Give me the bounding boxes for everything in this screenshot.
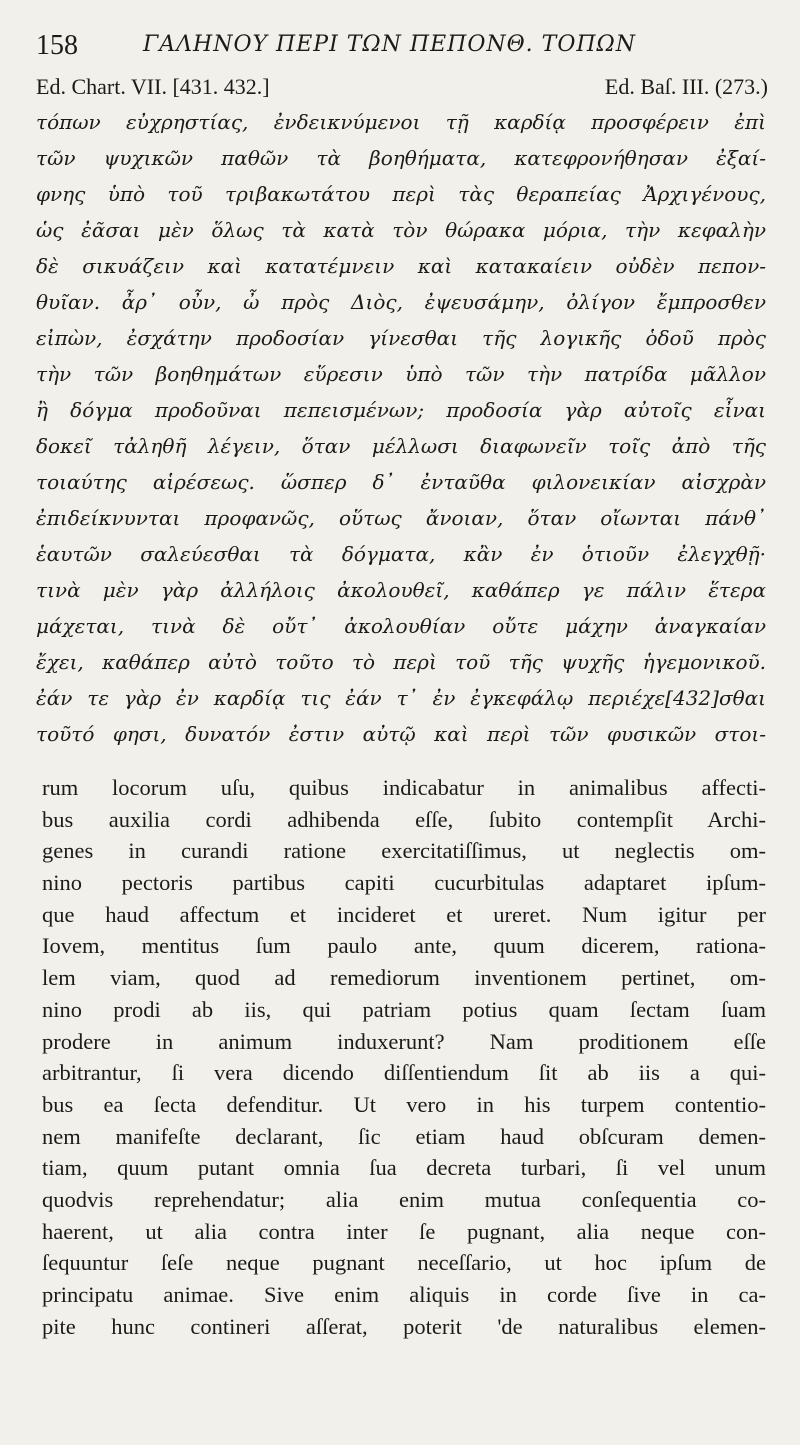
latin-text-line: nino pectoris partibus capiti cucurbitulas adaptaret ipſum- bbox=[42, 870, 766, 896]
latin-text-line: genes in curandi ratione exercitatiſſimus, ut neglectis om- bbox=[42, 838, 766, 864]
greek-text-line: ἔχει, καθάπερ αὐτὸ τοῦτο τὸ περὶ τοῦ τῆς ψυχῆς ἡγεμονικοῦ. bbox=[36, 650, 766, 674]
latin-text-line: bus auxilia cordi adhibenda eſſe, ſubito contempſit Archi- bbox=[42, 806, 766, 832]
greek-text-line: ἢ δόγμα προδοῦναι πεπεισμένων; προδοσία γὰρ αὐτοῖς εἶναι bbox=[36, 398, 766, 422]
greek-text-line: δοκεῖ τἀληθῆ λέγειν, ὅταν μέλλωσι διαφωνεῖν τοῖς ἀπὸ τῆς bbox=[36, 434, 766, 458]
greek-text-line: φνης ὑπὸ τοῦ τριβακωτάτου περὶ τὰς θεραπείας Ἀρχιγένους, bbox=[36, 182, 766, 206]
greek-text-line: μάχεται, τινὰ δὲ οὔτ᾽ ἀκολουθίαν οὔτε μάχην ἀναγκαίαν bbox=[36, 614, 766, 638]
latin-text-line: tiam, quum putant omnia ſua decreta turbari, ſi vel unum bbox=[42, 1155, 766, 1181]
greek-text-block bbox=[36, 104, 766, 752]
greek-text-line: τινὰ μὲν γὰρ ἀλλήλοις ἀκολουθεῖ, καθάπερ γε πάλιν ἕτερα bbox=[36, 578, 766, 602]
latin-text-line: rum locorum uſu, quibus indicabatur in animalibus affecti- bbox=[42, 775, 766, 800]
latin-text-line: prodere in animum induxerunt? Nam proditionem eſſe bbox=[42, 1028, 766, 1054]
latin-text-line: principatu animae. Sive enim aliquis in corde ſive in ca- bbox=[42, 1282, 766, 1307]
edition-chartier-ref: Ed. Chart. VII. [431. 432.] bbox=[36, 74, 270, 99]
latin-text-line: bus ea ſecta defenditur. Ut vero in his turpem contentio- bbox=[42, 1091, 766, 1117]
edition-basel-ref: Ed. Baſ. III. (273.) bbox=[604, 74, 768, 99]
greek-text-line: ἐπιδείκνυνται προφανῶς, οὕτως ἄνοιαν, ὅταν οἴωνται πάνθ᾽ bbox=[36, 506, 766, 530]
latin-text-line: que haud affectum et incideret et ureret. Num igitur per bbox=[42, 901, 766, 927]
latin-text-line: haerent, ut alia contra inter ſe pugnant, alia neque con- bbox=[42, 1218, 766, 1244]
running-title: ΓΑΛΗΝΟΥ ΠΕΡΙ ΤΩΝ ΠΕΠΟΝΘ. ΤΟΠΩΝ bbox=[143, 32, 637, 57]
edition-references bbox=[36, 74, 768, 104]
greek-text-line: τοιαύτης αἱρέσεως. ὥσπερ δ᾽ ἐνταῦθα φιλονεικίαν αἰσχρὰν bbox=[36, 470, 766, 494]
greek-text-line: ὡς ἐᾶσαι μὲν ὅλως τὰ κατὰ τὸν θώρακα μόρια, τὴν κεφαλὴν bbox=[36, 218, 766, 242]
latin-text-line: Iovem, mentitus ſum paulo ante, quum dicerem, rationa- bbox=[42, 933, 766, 959]
latin-text-line: pite hunc contineri aſſerat, poterit 'de naturalibus elemen- bbox=[42, 1313, 766, 1339]
page-number: 158 bbox=[36, 30, 78, 61]
latin-text-block bbox=[42, 772, 766, 1342]
latin-text-line: lem viam, quod ad remediorum inventionem pertinet, om- bbox=[42, 965, 766, 991]
greek-text-line: θυῖαν. ἆρ᾽ οὖν, ὦ πρὸς Διὸς, ἐψευσάμην, ὀλίγον ἔμπροσθεν bbox=[36, 290, 766, 314]
latin-text-line: nem manifeſte declarant, ſic etiam haud obſcuram demen- bbox=[42, 1123, 766, 1149]
latin-text-line: arbitrantur, ſi vera dicendo diſſentiendum ſit ab iis a qui- bbox=[42, 1060, 766, 1086]
greek-text-line: τὴν τῶν βοηθημάτων εὕρεσιν ὑπὸ τῶν τὴν πατρίδα μᾶλλον bbox=[36, 362, 766, 386]
greek-text-line: τόπων εὐχρηστίας, ἐνδεικνύμενοι τῇ καρδίᾳ προσφέρειν ἐπὶ bbox=[36, 110, 766, 134]
greek-text-line: τοῦτό φησι, δυνατόν ἐστιν αὐτῷ καὶ περὶ τῶν φυσικῶν στοι- bbox=[36, 722, 766, 746]
latin-text-line: nino prodi ab iis, qui patriam potius quam ſectam ſuam bbox=[42, 996, 766, 1022]
greek-text-line: ἐάν τε γὰρ ἐν καρδίᾳ τις ἐάν τ᾽ ἐν ἐγκεφάλῳ περιέχε[432]σθαι bbox=[36, 686, 766, 710]
greek-text-line: δὲ σικυάζειν καὶ κατατέμνειν καὶ κατακαίειν οὐδὲν πεπον- bbox=[36, 254, 766, 278]
greek-text-line: εἰπὼν, ἐσχάτην προδοσίαν γίνεσθαι τῆς λογικῆς ὁδοῦ πρὸς bbox=[36, 326, 766, 350]
latin-text-line: ſequuntur ſeſe neque pugnant neceſſario, ut hoc ipſum de bbox=[42, 1250, 766, 1276]
running-head bbox=[36, 28, 764, 68]
greek-text-line: ἑαυτῶν σαλεύεσθαι τὰ δόγματα, κἂν ἐν ὁτιοῦν ἐλεγχθῇ· bbox=[36, 542, 766, 566]
latin-text-line: quodvis reprehendatur; alia enim mutua conſequentia co- bbox=[42, 1186, 766, 1212]
greek-text-line: τῶν ψυχικῶν παθῶν τὰ βοηθήματα, κατεφρονήθησαν ἐξαί- bbox=[36, 146, 766, 170]
